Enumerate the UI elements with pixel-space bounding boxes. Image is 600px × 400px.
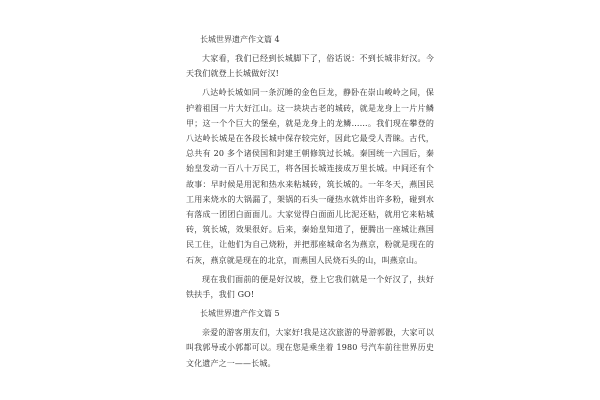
section-title-5: 长城世界遗产作文篇 5 <box>200 309 280 319</box>
document-body <box>186 34 434 375</box>
paragraph: 亲爱的游客朋友们，大家好!我是这次旅游的导游郭骰，大家可以叫我郭导或小郭都可以。现在您是乘坐着 1980 号汽车前往世界历史文化遗产之一——长城。 <box>186 328 434 368</box>
section-title-4: 长城世界遗产作文篇 4 <box>200 35 280 44</box>
paragraph: 八达岭长城如同一条沉睡的金色巨龙，静卧在崇山峻岭之间，保护着祖国一片大好江山。这一块块古老的城砖，就是龙身上一片片鳞甲；这一个个巨大的堡垒，就是龙身上的龙鳞……。我们现在攀登的八达岭长城是在各段长城中保存较完好，因此它最受人青睐。古代，总共有 20 多个诸侯国和封建王朝修筑过长城。秦国统一六国后，秦始皇发动一百八十万民工，将各国长城连接成万里长城。中间还有个故事：早时候是用泥和热水来粘城砖，筑长城的。一年冬天，燕国民工用来烧水的大锅漏了，架锅的石头一碰热水就炸出许多粉，碰到水有落成一团团白面面儿。大家觉得白面面儿比泥还粘，就用它来粘城砖，筑长城，效果很好。后来，秦始皇知道了，便腾出一座城让燕国民工住，让他们为自己烧粉，并把那座城命名为燕京，粉就是现在的石灰，燕京就是现在的北京，而燕国人民烧石头的山，叫燕京山。 <box>186 88 434 265</box>
paragraph: 大家看，我们已经到长城脚下了，俗话说：不到长城非好汉。今天我们就登上长城做好汉! <box>186 54 434 79</box>
paragraph: 现在我们面前的便是好汉坡，登上它我们就是一个好汉了，扶好铁扶手，我们 GO! <box>186 274 434 300</box>
